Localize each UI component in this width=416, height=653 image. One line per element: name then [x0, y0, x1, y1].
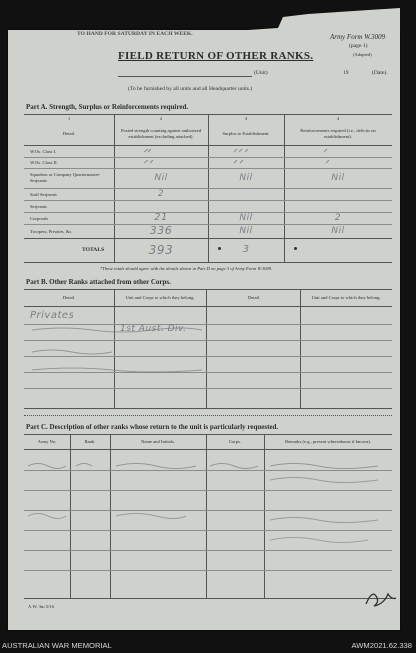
- part-b-bottom-rule: [24, 408, 392, 409]
- part-c-col-corps: Corps.: [228, 439, 242, 444]
- part-a-heading: Part A. Strength, Surplus or Reinforcements required.: [26, 103, 189, 111]
- col-number-2: 2: [159, 116, 163, 121]
- part-c-col-remarks: Remarks (e.g., present whereabouts if known).: [285, 439, 371, 444]
- totals-bottom-rule: [24, 262, 392, 263]
- row-detail-wo1: W.Os. Class I.: [30, 149, 57, 154]
- col-number-3: 3: [244, 116, 248, 121]
- instruction-text: (To be furnished by all units and all Headquarter units.): [128, 86, 253, 92]
- part-a-note: *These totals should agree with the details shown in Part D on page 3 of Army Form W.3009.: [100, 266, 273, 271]
- totals-reinf-asterisk: [294, 247, 297, 250]
- archive-footer: [0, 641, 416, 653]
- part-b-col-unit-1: Unit and Corps to which they belong.: [125, 295, 195, 300]
- col-number-4: 4: [336, 116, 340, 121]
- troopers-posted-value: 336: [149, 224, 173, 237]
- staff-serjeants-posted-value: 2: [157, 189, 165, 199]
- signature-mark: [362, 586, 398, 610]
- form-adapted: (Adapted): [353, 52, 372, 57]
- part-b-col-detail-1: Detail.: [62, 295, 76, 300]
- totals-label: TOTALS: [82, 247, 105, 253]
- archive-accession-number: AWM2021.62.338: [351, 641, 412, 650]
- part-b-col-unit-2: Unit and Corps to which they belong.: [311, 295, 381, 300]
- col-header-posted: Posted strength counting against authorized establishment (excluding attached).: [120, 128, 202, 139]
- handwriting-marks-top-rows: [114, 146, 392, 168]
- date-label: (Date).: [372, 70, 388, 76]
- row-detail-wo2: W.Os. Class II.: [30, 160, 58, 165]
- part-b-entry-detail: Privates: [30, 310, 75, 321]
- unit-label: (Unit): [254, 70, 268, 76]
- part-c-col-rank: Rank.: [84, 439, 96, 444]
- totals-posted-value: 393: [148, 243, 174, 257]
- col-number-1: 1: [67, 116, 71, 121]
- totals-surplus-value: 3: [242, 244, 250, 255]
- cqms-surplus-value: Nil: [239, 173, 253, 183]
- part-b-handwriting-strokes: [24, 306, 264, 386]
- part-c-bottom-rule: [24, 598, 392, 599]
- form-number: Army Form W.3009: [330, 33, 386, 41]
- form-page-number: (page 1): [349, 43, 368, 49]
- part-b-col-detail-2: Detail.: [247, 295, 261, 300]
- row-detail-corporals: Corporals: [30, 215, 49, 221]
- troopers-reinf-value: Nil: [331, 226, 345, 236]
- corporals-reinf-value: 2: [334, 213, 342, 223]
- row-detail-troopers: Troopers, Privates, &c.: [30, 228, 73, 234]
- totals-surplus-asterisk: [218, 247, 221, 250]
- cqms-posted-value: Nil: [154, 173, 168, 183]
- troopers-surplus-value: Nil: [239, 226, 253, 236]
- part-b-heading: Part B. Other Ranks attached from other Corps.: [26, 278, 171, 286]
- part-b-entry-unit: 1st Aust. Div.: [120, 324, 187, 334]
- form-title: FIELD RETURN OF OTHER RANKS.: [118, 50, 314, 62]
- perforation-line: [24, 415, 392, 416]
- form-print-code: A.W. 3m 5/16: [28, 604, 54, 609]
- cqms-reinf-value: Nil: [331, 173, 345, 183]
- row-detail-cqms: Squadron or Company Quartermaster-Serjeants: [30, 172, 101, 183]
- col-header-surplus: Surplus to Establishment.: [222, 131, 270, 136]
- corporals-posted-value: 21: [154, 212, 168, 223]
- part-c-heading: Part C. Description of other ranks whose return to the unit is particularly requested.: [26, 423, 279, 431]
- part-b-vline-3: [300, 290, 301, 408]
- header-top-text: TO HAND FOR SATURDAY IN EACH WEEK.: [77, 31, 193, 37]
- part-c-handwriting-strokes: [24, 450, 392, 590]
- part-c-col-name: Name and Initials.: [141, 439, 175, 444]
- year-prefix: 19: [343, 70, 349, 76]
- col-header-detail: Detail.: [62, 131, 76, 136]
- part-c-col-army-no: Army No.: [37, 439, 57, 444]
- row-detail-serjeants: Serjeants: [30, 203, 47, 209]
- totals-reinf-value: [284, 238, 392, 262]
- col-header-reinforcements: Reinforcements required (i.e., deficits on establishment).: [300, 128, 376, 139]
- archive-institution: AUSTRALIAN WAR MEMORIAL: [2, 641, 112, 650]
- unit-underline: [118, 76, 252, 77]
- corporals-surplus-value: Nil: [239, 213, 253, 223]
- row-detail-staff-serjeants: Staff Serjeants: [30, 191, 57, 197]
